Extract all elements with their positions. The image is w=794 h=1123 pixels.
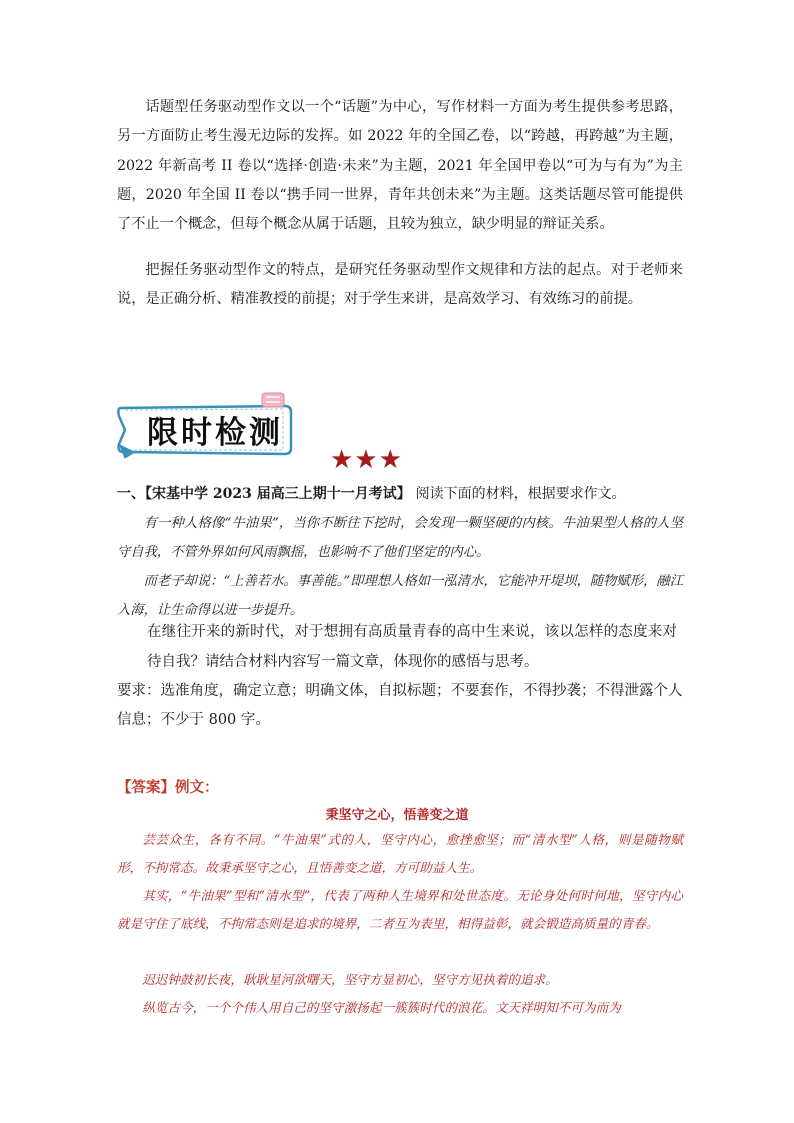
section-title: 限时检测: [147, 415, 283, 451]
question-instruction: 阅读下面的材料，根据要求作文。: [415, 486, 626, 502]
intro-paragraph-1: 话题型任务驱动型作文以一个“话题”为中心，写作材料一方面为考生提供参考思路，另一方面防止考生漫无边际的发挥。如 2022 年的全国乙卷，以“跨越，再跨越”为主题，2022 年新高考 II 卷以“选择·创造·未来”为主题，2021 年全国甲卷以“可为与有为”为主题，2020 年全国 II 卷以“携手同一世界，青年共创未来”为主题。这类话题尽管可能提供了不止一个概念，但每个概念从属于话题，且较为独立，缺少明显的辩证关系。: [117, 99, 683, 233]
essay-paragraph-2: 其实，“牛油果”型和“清水型”，代表了两种人生境界和处世态度。无论身处何时何地，坚守内心就是守住了底线，不拘常态则是追求的境界，二者互为表里，相得益彰，就会锻造高质量的青春。: [117, 888, 683, 931]
material-paragraph-1: 有一种人格像“牛油果”，当你不断往下挖时，会发现一颗坚硬的内核。牛油果型人格的人坚守自我，不管外界如何风雨飘摇，也影响不了他们坚定的内心。: [117, 516, 683, 560]
writing-prompt: 在继往开来的新时代，对于想拥有高质量青春的高中生来说，该以怎样的态度来对待自我？请结合材料内容写一篇文章，体现你的感悟与思考。: [147, 624, 677, 670]
essay-paragraph-4: 纵览古今，一个个伟人用自己的坚守激扬起一簇簇时代的浪花。文天祥明知不可为而为: [142, 1000, 621, 1015]
difficulty-stars: ★★★: [330, 445, 403, 475]
requirements: 要求：选准角度，确定立意；明确文体，自拟标题；不要套作，不得抄袭；不得泄露个人信息；不少于 800 字。: [117, 683, 683, 728]
essay-paragraph-1: 芸芸众生，各有不同。“牛油果”式的人，坚守内心，愈挫愈坚；而“清水型”人格，则是随物赋形，不拘常态。故秉承坚守之心，且悟善变之道，方可助益人生。: [117, 832, 683, 875]
intro-paragraph-2: 把握任务驱动型作文的特点，是研究任务驱动型作文规律和方法的起点。对于老师来说，是正确分析、精准教授的前提；对于学生来讲，是高效学习、有效练习的前提。: [117, 262, 683, 308]
material-paragraph-2: 而老子却说：“上善若水。事善能。”即理想人格如一泓清水，它能冲开堤坝，随物赋形，融江入海，让生命得以进一步提升。: [117, 574, 683, 618]
question-header: [117, 482, 626, 506]
question-source: 【宋基中学 2023 届高三上期十一月考试】: [145, 486, 411, 502]
essay-paragraph-3: 迟迟钟鼓初长夜，耿耿星河欲曙天，坚守方显初心，坚守方见执着的追求。: [142, 972, 558, 987]
answer-label: 【答案】例文：: [117, 780, 219, 796]
question-number: 一、: [117, 486, 145, 502]
example-essay-title: 秉坚守之心，悟善变之道: [325, 808, 469, 823]
